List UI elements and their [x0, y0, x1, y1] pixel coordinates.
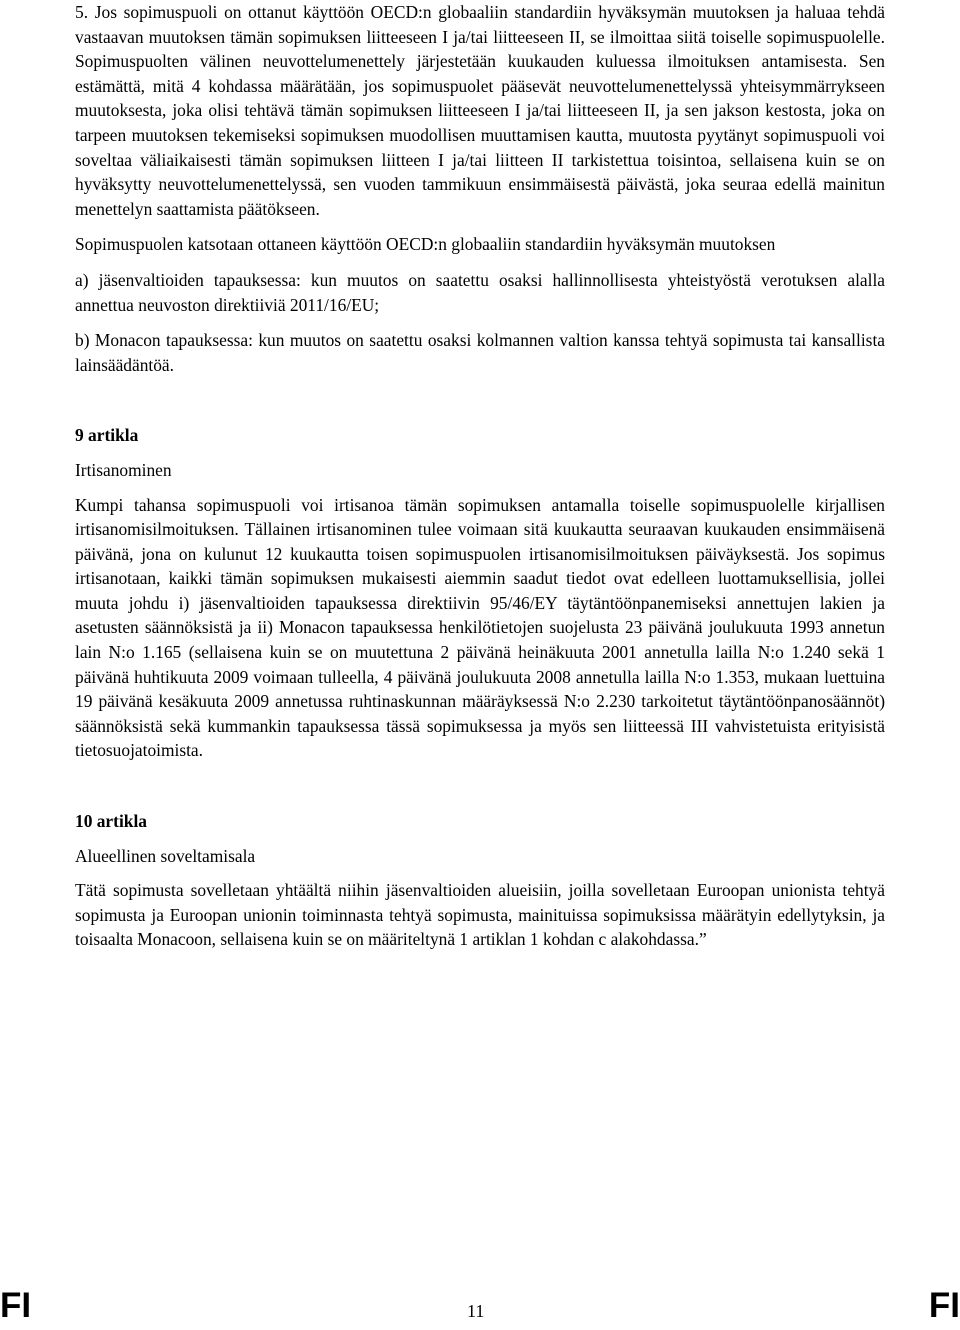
article-10-text: Tätä sopimusta sovelletaan yhtäältä niihin jäsenvaltioiden alueisiin, joilla sovelletaan Euroopan unionista tehtyä sopimusta ja Euroopan unionin toiminnasta tehtyä sopimusta, mainituissa sopimuksissa määrätyin edellytyksin, ja toisaalta Monacoon, sellaisena kuin se on määriteltynä 1 artiklan 1 kohdan c alakohdassa.”	[75, 880, 885, 950]
article-9	[75, 423, 885, 763]
paragraph-item-5: 5. Jos sopimuspuoli on ottanut käyttöön OECD:n globaaliin standardiin hyväksymän muutoksen ja haluaa tehdä vastaavan muutoksen tämän sopimuksen liitteeseen I ja/tai liitteeseen II, se ilmoittaa siitä toiselle sopimuspuolelle. Sopimuspuolten välinen neuvottelumenettely järjestetään kuukauden kuluessa ilmoituksen antamisesta. Sen estämättä, mitä 4 kohdassa määrätään, jos sopimuspuolet pääsevät neuvottelumenettelyssä yhteisymmärrykseen muutoksesta, joka olisi tehtävä tämän sopimuksen liitteeseen I ja/tai liitteeseen II, ja sen jakson kestosta, joka on tarpeen muutoksen tekemiseksi sopimuksen muodollisen muuttamisen kautta, muutosta pyytänyt sopimuspuoli voi soveltaa väliaikaisesti tämän sopimuksen liitteen I ja/tai liitteen II tarkistettua toisintoa, sellaisena kuin se on hyväksytty neuvottelumenettelyssä, sen vuoden tammikuun ensimmäisestä päivästä, joka seuraa edellä mainitun menettelyn saattamista päätökseen.	[75, 2, 885, 219]
footer-language-right: FI	[928, 1286, 960, 1325]
page-footer	[0, 1278, 960, 1330]
paragraph-point-b: b) Monacon tapauksessa: kun muutos on saatettu osaksi kolmannen valtion kanssa tehtyä sopimusta tai kansallista lainsäädäntöä.	[75, 330, 885, 375]
article-10-heading: 10 artikla	[75, 811, 147, 832]
paragraph-point-a: a) jäsenvaltioiden tapauksessa: kun muutos on saatettu osaksi hallinnollisesta yhteistyöstä verotuksen alalla annettua neuvoston direktiiviä 2011/16/EU;	[75, 269, 885, 315]
article-9-text: Kumpi tahansa sopimuspuoli voi irtisanoa tämän sopimuksen antamalla toiselle sopimuspuolelle kirjallisen irtisanomisilmoituksen. Tällainen irtisanominen tulee voimaan sitä kuukautta seuraavan kuukauden ensimmäisenä päivänä, jona on kulunut 12 kuukautta toisen sopimuspuolen irtisanomisilmoituksen päiväyksestä. Jos sopimus irtisanotaan, kaikki tämän sopimuksen mukaisesti aiemmin saadut tiedot ovat edelleen luottamuksellisia, jollei muuta johdu i) jäsenvaltioiden tapauksessa direktiivin 95/46/EY täytäntöönpanemiseksi annettujen lakien ja asetusten säännöksistä ja ii) Monacon tapauksessa henkilötietojen suojelusta 23 päivänä joulukuuta 1993 annetun lain N:o 1.165 (sellaisena kuin se on muutettuna 2 päivänä heinäkuuta 2001 annetulla lailla N:o 1.240 sekä 1 päivänä huhtikuuta 2009 voimaan tulleella, 4 päivänä joulukuuta 2008 annetulla lailla N:o 1.353, mukaan luettuina 19 päivänä kesäkuuta 2009 annetussa ruhtinaskunnan määräyksessä N:o 2.230 tarkoitetut täytäntöönpanosäännöt) säännöksistä sekä kummankin tapauksessa tässä sopimuksessa ja myös sen liitteessä III vahvistetuista erityisistä tietosuojatoimista.	[75, 494, 885, 761]
page-number: 11	[467, 1301, 485, 1321]
article-10	[75, 809, 885, 952]
document-body	[75, 0, 885, 952]
article-9-title: Irtisanominen	[75, 459, 172, 480]
article-9-heading: 9 artikla	[75, 425, 139, 446]
paragraph-deemed-adopted: Sopimuspuolen katsotaan ottaneen käyttöön OECD:n globaaliin standardiin hyväksymän muutoksen	[75, 234, 776, 255]
article-10-title: Alueellinen soveltamisala	[75, 845, 256, 866]
footer-language-left: FI	[0, 1286, 32, 1325]
